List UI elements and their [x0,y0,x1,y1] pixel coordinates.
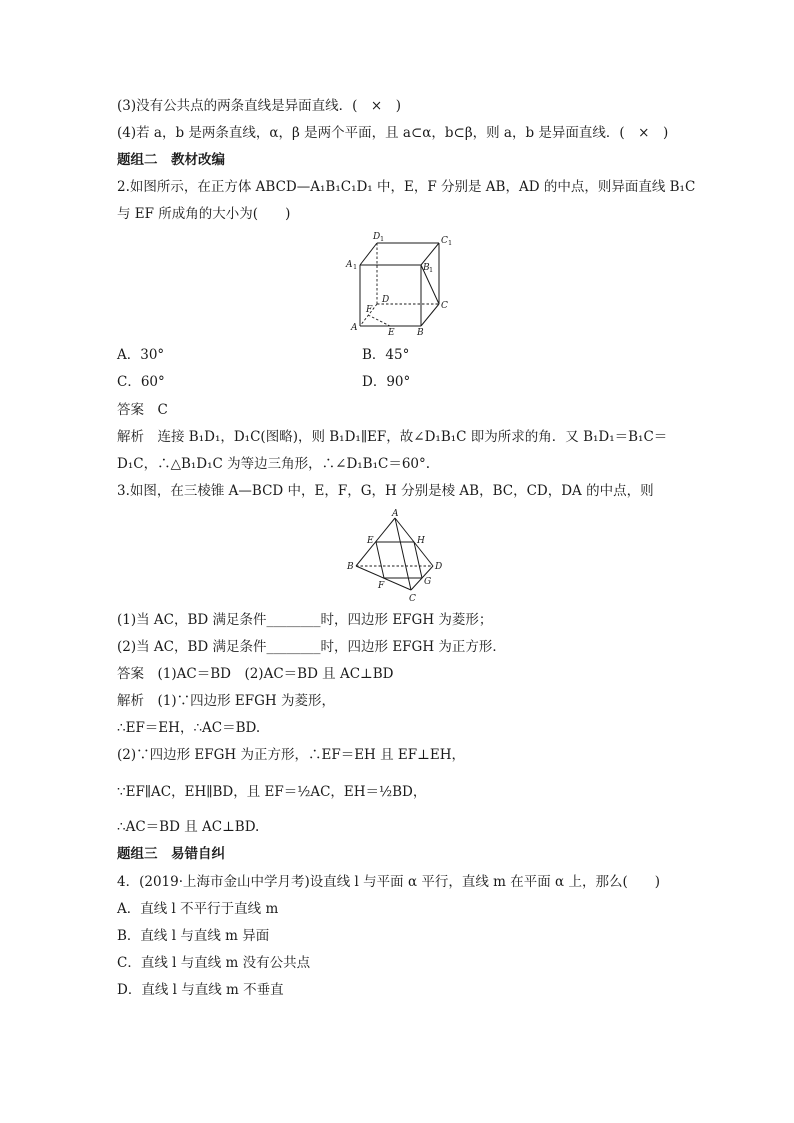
analysis-3: 解析 (1)∵四边形 EFGH 为菱形， [117,693,335,709]
label-A1: A [346,260,353,270]
analysis-3-line-3: (2)∵四边形 EFGH 为正方形，∴EF＝EH 且 EF⊥EH， [117,747,465,763]
label-B: B [347,562,354,572]
label-E: E [388,328,395,338]
group-3-heading: 题组三 易错自纠 [117,846,225,862]
label-F: F [378,581,385,591]
tetrahedron-figure [345,508,450,612]
question-3-part-2: (2)当 AC，BD 满足条件________时，四边形 EFGH 为正方形． [117,639,506,655]
option-c: C．60° [117,374,165,390]
label-D: D [382,295,390,305]
label-C: C [441,301,448,311]
label-G: G [424,577,432,587]
option-d: D．90° [362,374,411,390]
analysis-2: 解析 连接 B₁D₁，D₁C(图略)，则 B₁D₁∥EF，故∠D₁B₁C 即为所求的角．又 B₁D₁＝B₁C＝ [117,429,668,445]
group-2-heading: 题组二 教材改编 [117,152,225,168]
question-3-text: 3.如图，在三棱锥 A—BCD 中，E，F，G，H 分别是棱 AB，BC，CD，DA 的中点，则 [117,483,654,499]
label-B1: B [423,263,430,273]
cube-figure [340,228,460,342]
question-3-part-1: (1)当 AC，BD 满足条件________时，四边形 EFGH 为菱形； [117,612,493,628]
question-2-text: 2.如图所示，在正方体 ABCD—A₁B₁C₁D₁ 中，E，F 分别是 AB，AD 的中点，则异面直线 B₁C [117,179,696,195]
label-sub-1: 1 [353,263,358,271]
option-a: A．30° [117,347,165,363]
label-D1: D [373,232,381,242]
statement-3: (3)没有公共点的两条直线是异面直线．( × ) [117,98,401,114]
question-4-option-c: C．直线 l 与直线 m 没有公共点 [117,955,311,971]
label-sub-1: 1 [380,235,385,243]
option-b: B．45° [362,347,410,363]
question-2-text-cont: 与 EF 所成角的大小为( ) [117,206,291,222]
analysis-3-line-4: ∵EF∥AC，EH∥BD，且 EF＝½AC，EH＝½BD， [117,784,427,800]
question-4-option-d: D．直线 l 与直线 m 不垂直 [117,982,284,998]
label-A: A [351,323,358,333]
question-4-option-a: A．直线 l 不平行于直线 m [117,901,279,917]
analysis-2-cont: D₁C，∴△B₁D₁C 为等边三角形，∴∠D₁B₁C＝60°. [117,456,431,472]
label-F: F [366,305,373,315]
question-4-text: 4．(2019·上海市金山中学月考)设直线 l 与平面 α 平行，直线 m 在平面 α 上，那么( ) [117,874,660,890]
label-H: H [417,536,425,546]
label-C1: C [441,236,448,246]
statement-4: (4)若 a，b 是两条直线，α，β 是两个平面，且 a⊂α，b⊂β，则 a，b 是异面直线．( × ) [117,125,669,141]
analysis-3-line-5: ∴AC＝BD 且 AC⊥BD. [117,819,260,835]
label-A: A [392,509,399,519]
answer-2: 答案 C [117,402,168,418]
answer-3: 答案 (1)AC＝BD (2)AC＝BD 且 AC⊥BD [117,666,394,682]
analysis-3-line-2: ∴EF＝EH，∴AC＝BD. [117,720,261,736]
label-B: B [417,328,424,338]
question-4-option-b: B．直线 l 与直线 m 异面 [117,928,270,944]
label-C: C [409,594,416,604]
label-sub-1: 1 [448,239,453,247]
label-D: D [435,562,443,572]
label-sub-1: 1 [429,266,434,274]
label-E: E [367,536,374,546]
